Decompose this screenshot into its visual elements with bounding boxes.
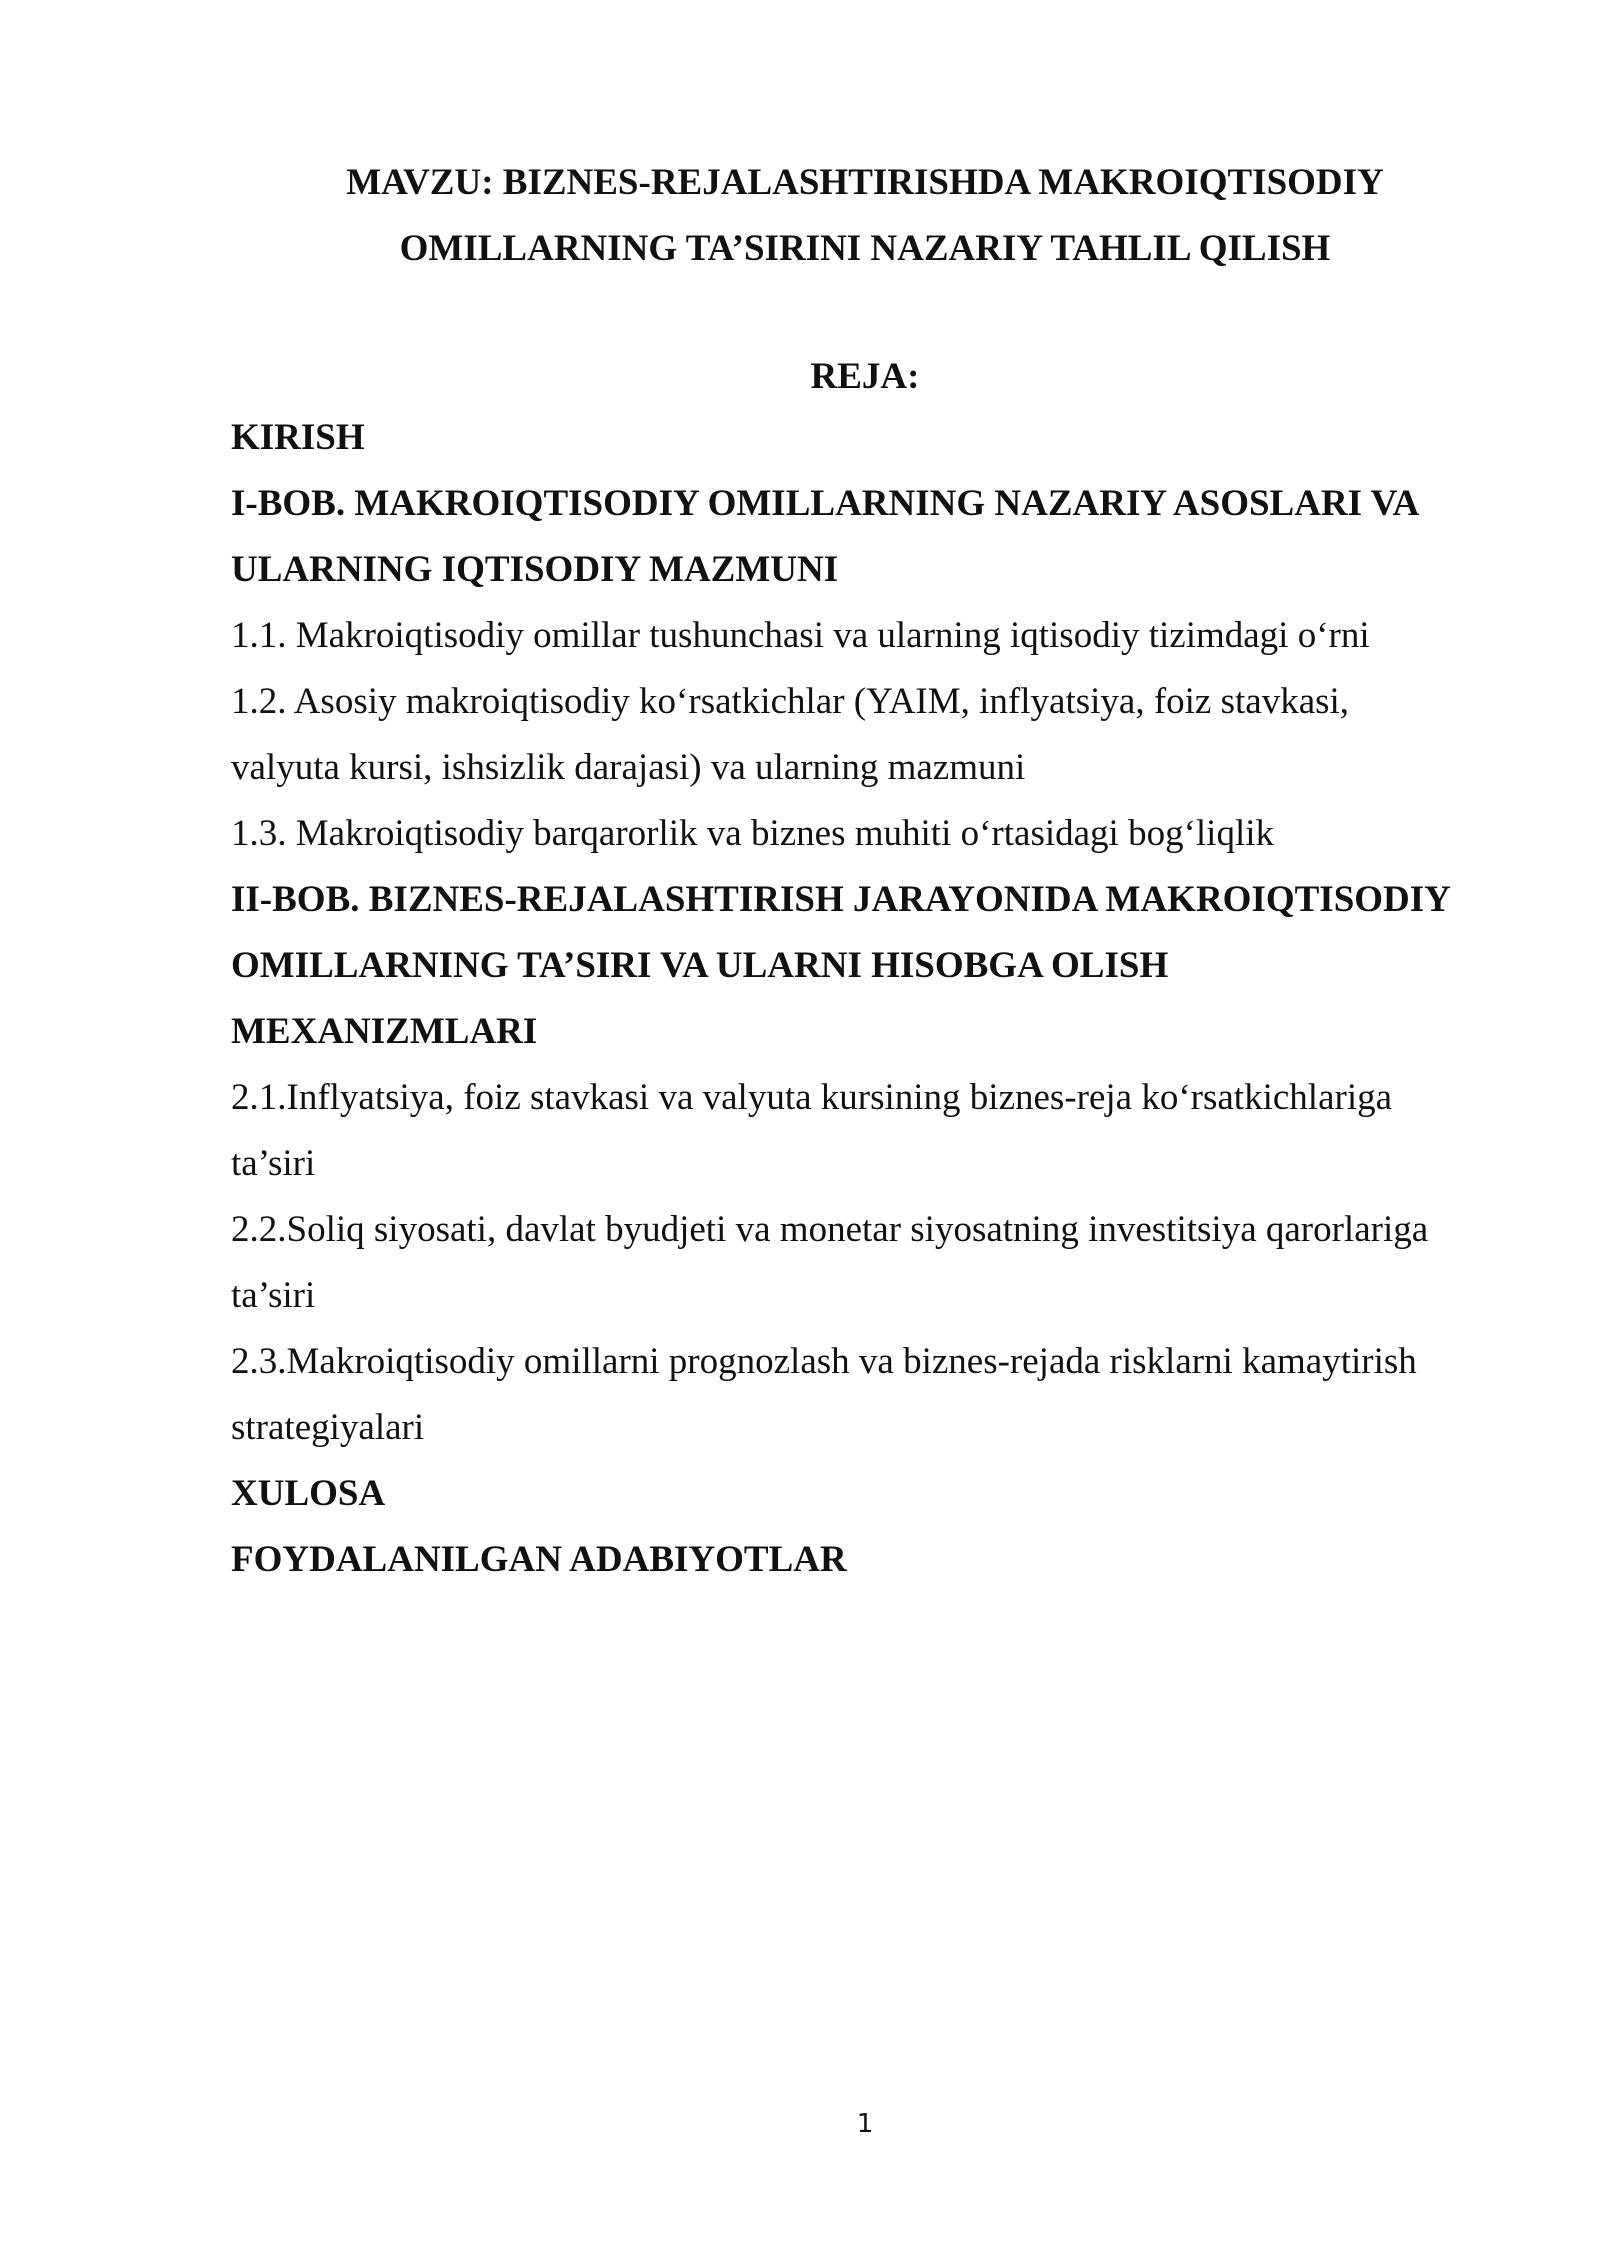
toc-entry: OMILLARNING TA’SIRI VA ULARNI HISOBGA OLISH bbox=[231, 945, 1169, 986]
toc-entry: II-BOB. BIZNES-REJALASHTIRISH JARAYONIDA MAKROIQTISODIY bbox=[231, 879, 1451, 920]
document-title bbox=[0, 150, 1600, 282]
plan-heading: REJA: bbox=[810, 356, 920, 397]
toc-entry: I-BOB. MAKROIQTISODIY OMILLARNING NAZARIY ASOSLARI VA bbox=[231, 483, 1420, 524]
toc-entry: ULARNING IQTISODIY MAZMUNI bbox=[231, 549, 839, 590]
toc-entry: 2.2.Soliq siyosati, davlat byudjeti va monetar siyosatning investitsiya qarorlariga bbox=[231, 1209, 1429, 1250]
toc-entry: 2.3.Makroiqtisodiy omillarni prognozlash va biznes-rejada risklarni kamaytirish bbox=[231, 1341, 1417, 1382]
toc-entry: ta’siri bbox=[231, 1275, 316, 1316]
table-of-contents bbox=[231, 405, 1481, 1593]
toc-entry: XULOSA bbox=[231, 1473, 386, 1514]
toc-entry: valyuta kursi, ishsizlik darajasi) va ularning mazmuni bbox=[231, 747, 1026, 788]
toc-entry: KIRISH bbox=[231, 417, 365, 458]
title-line-2: OMILLARNING TA’SIRINI NAZARIY TAHLIL QILISH bbox=[399, 228, 1331, 269]
toc-entry: ta’siri bbox=[231, 1143, 316, 1184]
toc-entry: strategiyalari bbox=[231, 1407, 425, 1448]
toc-entry: 1.1. Makroiqtisodiy omillar tushunchasi va ularning iqtisodiy tizimdagi o‘rni bbox=[231, 615, 1370, 656]
toc-entry: 1.3. Makroiqtisodiy barqarorlik va biznes muhiti o‘rtasidagi bog‘liqlik bbox=[231, 813, 1275, 854]
toc-entry: MEXANIZMLARI bbox=[231, 1011, 538, 1052]
toc-entry: 1.2. Asosiy makroiqtisodiy ko‘rsatkichlar (YAIM, inflyatsiya, foiz stavkasi, bbox=[231, 681, 1350, 722]
title-line-1: MAVZU: BIZNES-REJALASHTIRISHDA MAKROIQTISODIY bbox=[346, 162, 1384, 203]
page-number: 1 bbox=[856, 2109, 874, 2139]
toc-entry: FOYDALANILGAN ADABIYOTLAR bbox=[231, 1539, 847, 1580]
toc-entry: 2.1.Inflyatsiya, foiz stavkasi va valyuta kursining biznes-reja ko‘rsatkichlariga bbox=[231, 1077, 1393, 1118]
